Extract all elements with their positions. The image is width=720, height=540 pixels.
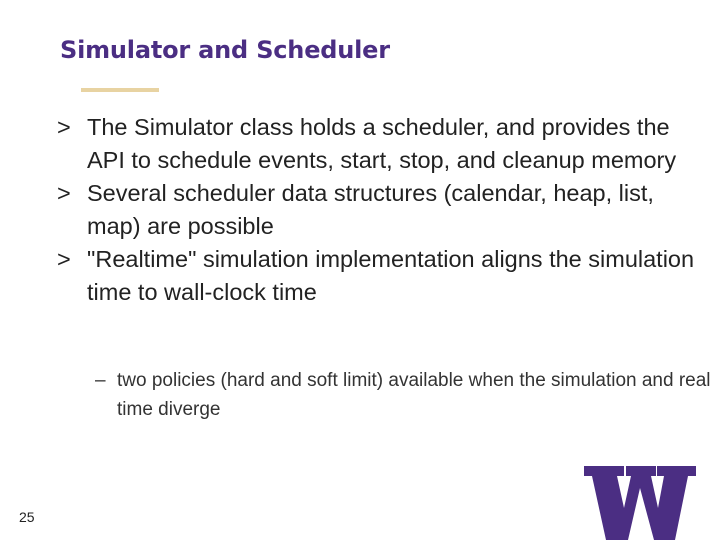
bullet-item (57, 111, 697, 177)
bullet-text: "Realtime" simulation implementation aligns the simulation time to wall-clock time (87, 246, 695, 305)
title-underline (81, 88, 159, 92)
bullet-item (57, 177, 697, 243)
bullet-marker: > (57, 246, 71, 272)
bullet-item (57, 243, 697, 309)
bullet-marker: > (57, 180, 71, 206)
bullet-text: The Simulator class holds a scheduler, and provides the API to schedule events, start, stop, and cleanup memory (87, 114, 677, 173)
subbullet-marker: – (95, 370, 106, 391)
uw-w-logo-icon (584, 466, 696, 540)
slide-title: Simulator and Scheduler (60, 36, 390, 64)
bullet-text: Several scheduler data structures (calendar, heap, list, map) are possible (87, 180, 654, 239)
bullet-marker: > (57, 114, 71, 140)
bullet-list (57, 111, 697, 309)
page-number: 25 (19, 509, 35, 525)
subbullet-text: two policies (hard and soft limit) available when the simulation and real time diverge (117, 370, 711, 420)
subbullet-item (95, 366, 717, 424)
